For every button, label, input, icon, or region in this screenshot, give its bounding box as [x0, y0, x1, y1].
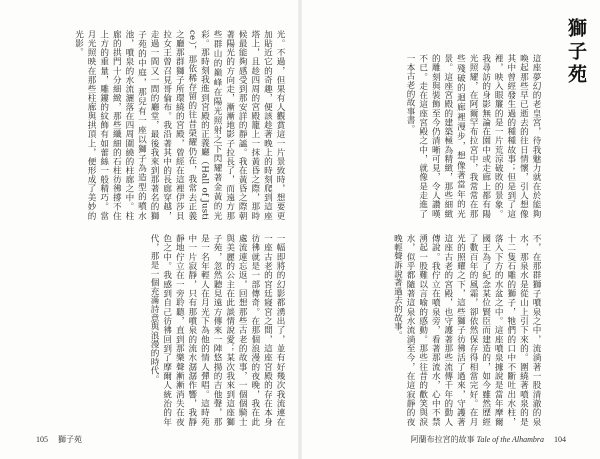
left-page [0, 0, 298, 459]
left-page-number: 105 [36, 435, 48, 444]
right-page-number: 104 [554, 435, 566, 444]
right-page-lower-text: 不，在那群獅子噴泉之中，流淌著一股清澈的泉水，那泉水是從山上引下來的。圍繞著噴泉的是十二隻石雕的獅子，牠們的口中不斷吐出水柱，落入下方的水盆之中。這座噴泉據說是當年摩爾國王為了紀念某位賢臣而建造的，如今雖然歷經了數百年的風霜，卻依然保存得相當完好。在月光的照耀之下，這些獅子彷彿活了過來，守護著這座古老的宮殿，也守護著那些流傳千年的動人傳說。我佇立在噴泉旁，看著那流水，心中不禁湧起一股難以言喻的感動。那些往昔的歡笑與淚水，似乎都隨著這泉水流淌至今，在這寂靜的夜晚輕聲訴說著過去的故事。 [392, 234, 541, 426]
right-page-upper-text: 這座夢幻的老皇宮，待我魅力就在於能夠喚起那些早已逝去的往日情懷，引人想像其中曾經發生過的種種故事；但是到了這裡，映入眼簾的是一片荒涼破敗的景象。我尋訪的身影無論在園中或走廊上都有陽光照耀，在阿爾罕布拉宮中，我常常在那些殘破的迴廊裡漫步，想像著當年的光景。這座宮殿的建築極為精緻，那些細緻的雕刻與裝飾至今仍清晰可見，令人讚嘆不已。走在這座宮殿之中，就像是走進了一本古老的故事書。 [405, 54, 541, 218]
right-running-head-en: Tale of the Alhambra [476, 435, 544, 444]
chapter-title: 獅子苑 [565, 18, 587, 87]
left-running-head: 獅子苑 [58, 435, 82, 444]
left-page-footer [36, 434, 82, 445]
right-running-head-cn: 阿蘭布拉宮的故事 [410, 435, 475, 444]
left-page-lower-text: 一幅即將的幻影都湧出了，並有好幾次我流連在一座古老的宮廷寢宮之間，這座宮殿的存在本身彷彿就是一部傳奇。在那個浪漫的夜晚，我在此處流連忘返，回想那些古老的故事，一個個騎士與美麗的公主在此談情說愛；某次我來到這座獅子苑，忽然聽見遠方傳來一陣悠揚的吉他聲，那是一名年輕人在月光下為他的情人彈唱。這時苑中一片寂靜，只有那噴泉的流水潺潺作響，我靜靜地佇立在一旁聆聽，直到那樂聲漸漸消失在夜色之中。我感到自己彷彿回到了摩爾人統治的年代，那是一個充滿詩意與浪漫的時代。 [149, 234, 285, 426]
left-page-upper-text: 光。不過，但果有人觀賞這一片景致時，想要更加貼近它的奇趣，便該趁著晚上的時刻爬到這座塔上，且趁四周的宮殿籠上一抹黃昏之際，那時候最能夠感受到那安詳的靜謐。我在黃昏之際朝著陽光的方向走，漸漸地影子拉長了，而遠方那些群山的巔峰在陽光照射之下閃耀著金黃的光彩。那時刻我進到宮殿的正義廳（Hall of Justice），那依稀存留的往昔榮耀仍在，我常去正義之廳那群獅子所環繞的宮殿，曾經在這裡伊莎貝拉女王曾召見哥倫布。我沿著其中的長廊穿越，走過一間又一間的廳堂，最後我來到那著名的獅子苑的中庭，那兒有一座以獅子為造型的噴水池，噴泉的水流灑落在四周圍繞的柱廊之中。柱廊的拱門十分細緻，那些纖細的石柱彷彿撐不住上方的重量，雕鏤的紋飾有如蕾絲一般精巧。當月光照映在那些柱廊與拱頂上，便形成了美妙的光影。 [73, 30, 285, 220]
right-page [302, 0, 600, 459]
right-page-footer [411, 434, 566, 445]
